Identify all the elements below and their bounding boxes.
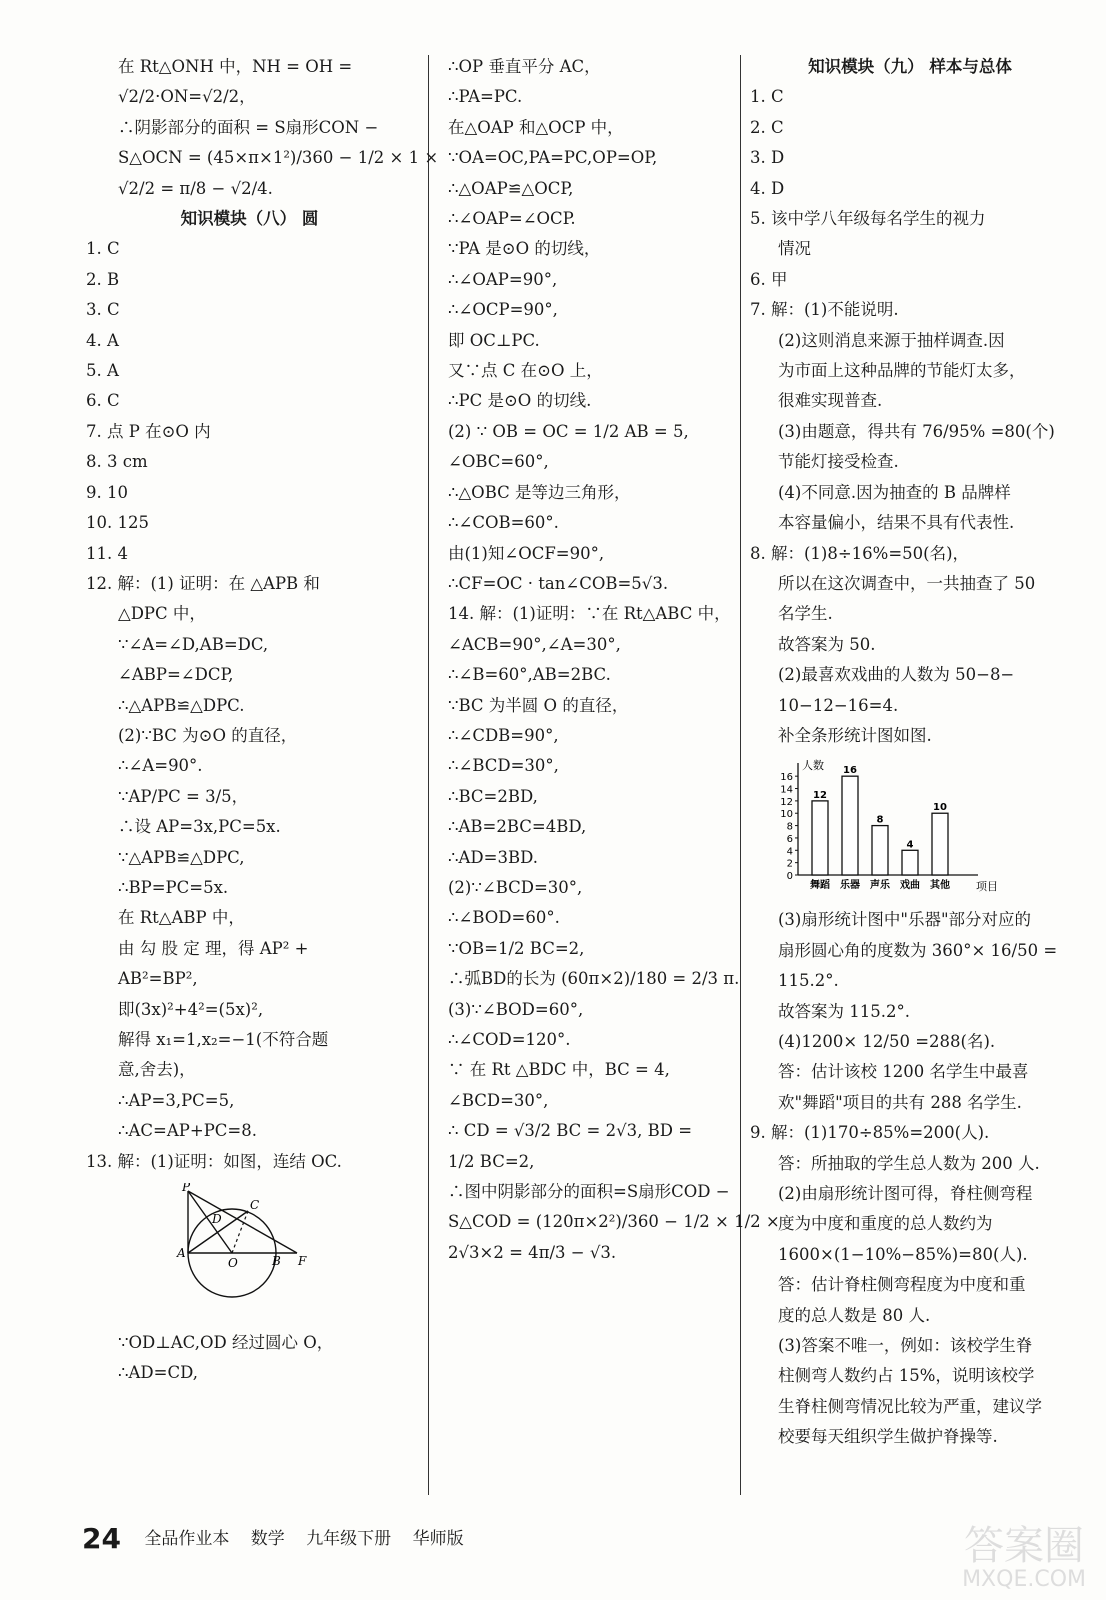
fig-label-p: P [182, 1183, 191, 1195]
middle-line: ∵OB=1/2 BC=2, [448, 938, 585, 958]
right-tail-line: 度的总人数是 80 人. [778, 1305, 931, 1325]
left-line: √2/2·ON=√2/2， [118, 87, 256, 107]
left-line: ∴∠A=90°. [118, 756, 203, 776]
y-tick-label: 8 [786, 821, 793, 833]
left-tail-line: ∵OD⊥AC,OD 经过圆心 O， [118, 1333, 334, 1353]
middle-line: ∵BC 为半圆 O 的直径， [448, 695, 629, 715]
right-tail-line: (3)扇形统计图中"乐器"部分对应的 [778, 910, 1032, 930]
right-line: 5. 该中学八年级每名学生的视力 [750, 209, 986, 229]
middle-line: ∴∠CDB=90°, [448, 725, 559, 745]
y-tick-label: 12 [780, 797, 793, 809]
left-line: ∵△APB≌△DPC, [118, 847, 245, 867]
right-tail-line: 扇形圆心角的度数为 360°× 16/50 = [778, 940, 1058, 960]
left-line: △DPC 中， [118, 604, 206, 624]
middle-line: ∴∠B=60°,AB=2BC. [448, 665, 611, 685]
right-tail-line: 9. 解：(1)170÷85%=200(人). [750, 1123, 990, 1143]
geometry-figure [172, 1183, 322, 1318]
middle-line: 14. 解：(1)证明：∵在 Rt△ABC 中， [448, 604, 731, 624]
left-line: AB²=BP², [118, 969, 198, 989]
left-line: 13. 解：(1)证明：如图，连结 OC. [86, 1151, 342, 1171]
left-line: 在 Rt△ONH 中，NH = OH = [118, 57, 353, 76]
right-line: 情况 [778, 239, 811, 259]
left-line: ∴设 AP=3x,PC=5x. [118, 817, 281, 837]
left-line: 在 Rt△ABP 中， [118, 908, 245, 928]
right-tail-line: 115.2°. [778, 971, 839, 991]
middle-line: ∴∠OAP=∠OCP. [448, 209, 576, 229]
left-line: 8. 3 cm [86, 452, 148, 472]
left-line: ∴AP=3,PC=5, [118, 1090, 235, 1110]
left-line: ∴AC=AP+PC=8. [118, 1121, 258, 1141]
middle-line: ∴∠COB=60°. [448, 513, 559, 533]
left-line: 5. A [86, 361, 119, 381]
right-line: 补全条形统计图如图. [778, 725, 932, 745]
y-tick-label: 14 [780, 784, 793, 796]
right-line: (3)由题意，得共有 76/95% =80(个) [778, 421, 1055, 441]
middle-line: ∴∠COD=120°. [448, 1030, 571, 1049]
middle-line: 1/2 BC=2, [448, 1151, 535, 1171]
left-line: 4. A [86, 330, 119, 350]
right-line: 所以在这次调查中，一共抽查了 50 [778, 573, 1036, 593]
subject: 数学 [250, 1528, 285, 1549]
bar-3 [902, 851, 918, 876]
left-line: ∴BP=PC=5x. [118, 877, 229, 897]
right-line: 4. D [750, 178, 785, 198]
fig-label-c: C [250, 1198, 260, 1213]
middle-line: ∴BC=2BD, [448, 786, 538, 806]
middle-line: ∴弧BD的长为 (60π×2)/180 = 2/3 π. [448, 969, 740, 989]
middle-line: ∠BCD=30°, [448, 1090, 549, 1110]
y-axis-label: 人数 [802, 759, 824, 773]
bar-value-label: 12 [813, 790, 827, 802]
left-line: 2. B [86, 269, 120, 289]
right-line: 知识模块（九） 样本与总体 [808, 57, 1012, 76]
bar-4 [932, 814, 948, 876]
left-line: ∴△APB≌△DPC. [118, 695, 245, 715]
bar-chart [770, 757, 1020, 897]
middle-line: ∴∠OCP=90°, [448, 300, 558, 320]
middle-line: ∴△OAP≌△OCP, [448, 178, 574, 198]
right-line: 6. 甲 [750, 269, 788, 289]
middle-line: S△COD = (120π×2²)/360 − 1/2 × 1/2 × [448, 1212, 780, 1232]
left-tail-line: ∴AD=CD, [118, 1363, 198, 1383]
bar-1 [842, 777, 858, 876]
bar-2 [872, 826, 888, 875]
column-divider-left [428, 55, 429, 1495]
category-label: 其他 [930, 880, 950, 892]
y-tick-label: 0 [786, 871, 793, 883]
left-line: ∵AP/PC = 3/5， [118, 786, 249, 806]
left-line: 9. 10 [86, 482, 128, 502]
right-line: 故答案为 50. [778, 634, 876, 654]
category-label: 乐器 [840, 880, 860, 892]
middle-line: ∵OA=OC,PA=PC,OP=OP, [448, 148, 658, 168]
middle-line: ∴ CD = √3/2 BC = 2√3, BD = [448, 1121, 693, 1141]
right-tail-line: (4)1200× 12/50 =288(名). [778, 1031, 996, 1051]
grade: 九年级下册 [306, 1528, 392, 1549]
column-left [82, 52, 439, 1389]
right-line: 3. D [750, 148, 785, 168]
middle-line: 又∵点 C 在⊙O 上， [448, 361, 603, 381]
right-tail-line: (2)由扇形统计图可得，脊柱侧弯程 [778, 1184, 1033, 1203]
left-line: 10. 125 [86, 513, 149, 533]
right-tail-line: 1600×(1−10%−85%)=80(人). [778, 1244, 1028, 1264]
watermark-url: MXQE.COM [962, 1567, 1086, 1592]
middle-line: ∴∠BCD=30°, [448, 756, 559, 776]
right-line: (2)最喜欢戏曲的人数为 50−8− [778, 665, 1015, 685]
y-tick-label: 6 [786, 834, 793, 846]
category-label: 声乐 [870, 880, 890, 892]
right-line: 名学生. [778, 604, 833, 624]
y-tick-label: 4 [786, 846, 793, 858]
right-tail-line: 答：估计该校 1200 名学生中最喜 [778, 1062, 1029, 1082]
middle-line: ∴AD=3BD. [448, 847, 538, 867]
left-line: 1. C [86, 239, 120, 259]
left-line: ∵∠A=∠D,AB=DC, [118, 634, 269, 654]
middle-line: 即 OC⊥PC. [448, 330, 540, 350]
left-line: ∠ABP=∠DCP, [118, 665, 234, 685]
left-line: 知识模块（八） 圆 [180, 209, 319, 229]
right-line: 7. 解：(1)不能说明. [750, 300, 899, 320]
right-line: 2. C [750, 117, 784, 137]
book-title: 全品作业本 [144, 1528, 230, 1549]
middle-line: 2√3×2 = 4π/3 − √3. [448, 1242, 617, 1262]
fig-label-o: O [228, 1256, 238, 1271]
right-tail-line: 柱侧弯人数约占 15%，说明该校学 [778, 1366, 1035, 1386]
y-tick-label: 2 [786, 858, 793, 870]
watermark-text: 答案圈 [964, 1523, 1085, 1569]
left-line: ∴阴影部分的面积 = S扇形CON − [118, 117, 379, 137]
left-line: 即(3x)²+4²=(5x)², [118, 999, 264, 1019]
page-number: 24 [82, 1522, 121, 1555]
left-line: (2)∵BC 为⊙O 的直径， [118, 725, 298, 745]
right-tail-line: 校要每天组织学生做护脊操等. [778, 1427, 998, 1447]
middle-line: ∴OP 垂直平分 AC， [448, 57, 601, 76]
column-right [750, 52, 1070, 1453]
right-line: (4)不同意.因为抽查的 B 品牌样 [778, 482, 1011, 502]
bar-0 [812, 801, 828, 875]
right-line: 节能灯接受检查. [778, 452, 899, 472]
middle-line: ∴∠BOD=60°. [448, 908, 560, 928]
y-tick-label: 16 [780, 772, 793, 784]
right-tail-line: 欢"舞蹈"项目的共有 288 名学生. [778, 1092, 1022, 1112]
right-line: 很难实现普查. [778, 391, 883, 411]
column-left-text [82, 52, 439, 1177]
y-tick-label: 10 [780, 809, 793, 821]
x-axis-label: 项目 [976, 880, 998, 894]
middle-line: ∴PA=PC. [448, 87, 523, 107]
page-footer [82, 1522, 480, 1555]
right-line: 10−12−16=4. [778, 695, 899, 715]
right-tail-line: 答：估计脊柱侧弯程度为中度和重 [778, 1275, 1026, 1295]
fig-label-f: F [298, 1254, 307, 1269]
middle-line: (2) ∵ OB = OC = 1/2 AB = 5, [448, 421, 689, 441]
right-line: 8. 解：(1)8÷16%=50(名)， [750, 543, 970, 563]
middle-line: ∴△OBC 是等边三角形， [448, 482, 631, 502]
middle-line: ∠ACB=90°,∠A=30°, [448, 634, 621, 654]
middle-line: ∴CF=OC · tan∠COB=5√3. [448, 573, 669, 593]
middle-line: (3)∵∠BOD=60°, [448, 999, 584, 1019]
left-line: √2/2 = π/8 − √2/4. [118, 178, 273, 198]
bar-value-label: 4 [906, 839, 914, 851]
edition: 华师版 [412, 1528, 464, 1549]
column-right-text-after-chart [750, 905, 1070, 1452]
left-line: 由 勾 股 定 理，得 AP² + [118, 938, 309, 958]
bar-value-label: 8 [876, 814, 884, 826]
right-tail-line: 答：所抽取的学生总人数为 200 人. [778, 1153, 1040, 1173]
left-line: 12. 解：(1) 证明：在 △APB 和 [86, 573, 320, 593]
category-label: 舞蹈 [810, 880, 830, 892]
middle-line: (2)∵∠BCD=30°, [448, 877, 583, 897]
right-tail-line: 故答案为 115.2°. [778, 1001, 910, 1021]
fig-label-a: A [177, 1246, 186, 1261]
watermark [962, 1524, 1086, 1592]
right-tail-line: (3)答案不唯一，例如：该校学生脊 [778, 1336, 1033, 1356]
middle-line: ∠OBC=60°, [448, 452, 549, 472]
column-right-text [750, 52, 1070, 751]
left-line: 3. C [86, 300, 120, 320]
left-line: 7. 点 P 在⊙O 内 [86, 421, 211, 441]
middle-line: 在△OAP 和△OCP 中， [448, 117, 624, 137]
left-line: S△OCN = (45×π×1²)/360 − 1/2 × 1 × [118, 148, 439, 168]
fig-label-d: D [212, 1212, 222, 1227]
right-tail-line: 生脊柱侧弯情况比较为严重，建议学 [778, 1396, 1042, 1416]
left-line: 11. 4 [86, 543, 128, 563]
left-line: 解得 x₁=1,x₂=−1(不符合题 [118, 1030, 329, 1049]
right-line: 本容量偏小，结果不具有代表性. [778, 513, 1015, 533]
right-line: (2)这则消息来源于抽样调查.因 [778, 330, 1005, 350]
middle-line: ∴AB=2BC=4BD, [448, 817, 587, 837]
middle-line: ∴PC 是⊙O 的切线. [448, 391, 592, 411]
middle-line: ∵PA 是⊙O 的切线， [448, 239, 601, 259]
fig-label-b: B [272, 1254, 281, 1269]
bar-value-label: 10 [933, 802, 947, 814]
category-label: 戏曲 [900, 880, 920, 892]
middle-line: ∵ 在 Rt △BDC 中，BC = 4, [448, 1060, 670, 1080]
right-line: 为市面上这种品牌的节能灯太多， [778, 361, 1026, 381]
right-line: 1. C [750, 87, 784, 107]
middle-line: ∴图中阴影部分的面积=S扇形COD − [448, 1182, 730, 1202]
bar-value-label: 16 [843, 765, 857, 777]
middle-line: 由(1)知∠OCF=90°, [448, 543, 605, 563]
left-line: 意,舍去)， [118, 1060, 196, 1080]
middle-line: ∴∠OAP=90°, [448, 269, 558, 289]
left-line: 6. C [86, 391, 120, 411]
column-left-text-after-figure [82, 1328, 417, 1389]
right-tail-line: 度为中度和重度的总人数约为 [778, 1214, 993, 1234]
